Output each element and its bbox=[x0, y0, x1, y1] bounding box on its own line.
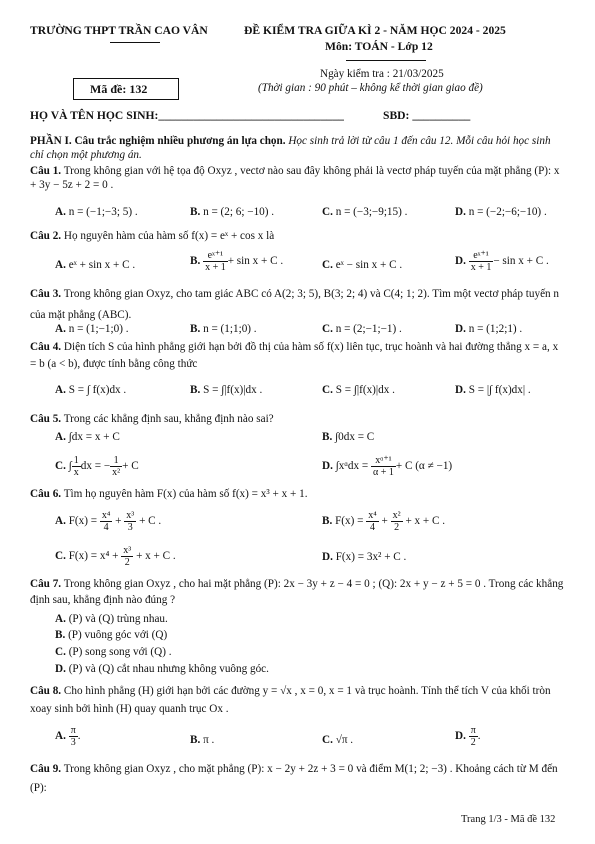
fraction: $\frac{\pi}{2}$ bbox=[470, 725, 476, 748]
question-label: Câu 5. bbox=[30, 413, 62, 425]
fraction: $\frac{\text{xᵅ⁺¹}}{\alpha + 1}$ bbox=[372, 455, 394, 478]
question-label: Câu 4. bbox=[30, 341, 62, 353]
question-label: Câu 2. bbox=[30, 230, 62, 242]
q1-option-d[interactable]: D. n = (−2;−6;−10) . bbox=[455, 206, 547, 218]
fraction: $\frac{\text{x²}}{2}$ bbox=[392, 510, 401, 533]
question-4 bbox=[30, 339, 565, 373]
question-6 bbox=[30, 487, 565, 501]
q4-option-a[interactable]: A. S = ∫ f(x)dx . bbox=[55, 384, 127, 396]
question-label: Câu 1. bbox=[30, 165, 62, 177]
fraction: $\frac{1}{x}$ bbox=[73, 455, 79, 478]
question-text: Trong không gian Oxyz , cho mặt phẳng (P): x − 2y + 2z + 3 = 0 và điểm M(1; 2; −3) . Khoảng cách từ M đến (P): bbox=[30, 763, 558, 795]
question-text: Diện tích S của hình phẳng giới hạn bởi đồ thị của hàm số f(x) liên tục, trục hoành và hai đường thẳng x = a, x = b (a < b), được tính bằng công thức bbox=[30, 341, 559, 370]
q7-option-a[interactable]: A. (P) và (Q) trùng nhau. bbox=[55, 613, 168, 625]
q1-option-a[interactable]: A. n = (−1;−3; 5) . bbox=[55, 206, 138, 218]
question-8 bbox=[30, 682, 565, 719]
q6-option-b[interactable]: B. F(x) = $\frac{\text{x⁴}}{4}$ + $\frac{\text{x²}}{2}$ + x + C . bbox=[322, 510, 446, 533]
question-text: Tìm họ nguyên hàm F(x) của hàm số f(x) = x³ + x + 1. bbox=[63, 488, 308, 500]
q3-option-b[interactable]: B. n = (1;1;0) . bbox=[190, 323, 257, 335]
fraction: $\frac{\text{x⁴}}{4}$ bbox=[368, 510, 377, 533]
fraction: $\frac{\text{eˣ⁺¹}}{x + 1}$ bbox=[205, 250, 226, 273]
q2-option-d[interactable]: D. $\frac{\text{eˣ⁺¹}}{x + 1}$ − sin x + C . bbox=[455, 250, 549, 273]
fraction: $\frac{\text{eˣ⁺¹}}{x + 1}$ bbox=[470, 250, 492, 273]
q5-option-b[interactable]: B. ∫0dx = C bbox=[322, 431, 375, 443]
time-note: (Thời gian : 90 phút – không kể thời gian giao đề) bbox=[258, 82, 483, 94]
q4-option-c[interactable]: C. S = ∫|f(x)|dx . bbox=[322, 384, 395, 396]
question-text: Họ nguyên hàm của hàm số f(x) = eˣ + cos x là bbox=[63, 230, 275, 242]
q1-option-c[interactable]: C. n = (−3;−9;15) . bbox=[322, 206, 408, 218]
question-text: Trong các khẳng định sau, khẳng định nào sai? bbox=[63, 413, 274, 425]
question-text: Cho hình phẳng (H) giới hạn bởi các đường y = √x , x = 0, x = 1 và trục hoành. Tính thể tích V của khối tròn xoay sinh bởi hình (H) quay quanh trục Ox . bbox=[30, 685, 551, 716]
question-1 bbox=[30, 164, 565, 192]
part1-heading bbox=[30, 134, 565, 162]
question-9 bbox=[30, 760, 565, 798]
question-label: Câu 6. bbox=[30, 488, 62, 500]
q6-option-a[interactable]: A. F(x) = $\frac{\text{x⁴}}{4}$ + $\frac{\text{x³}}{3}$ + C . bbox=[55, 510, 162, 533]
q7-option-c[interactable]: C. (P) song song với (Q) . bbox=[55, 646, 172, 658]
school-name: TRƯỜNG THPT TRẦN CAO VÂN bbox=[30, 24, 208, 37]
exam-code: Mã đề: 132 bbox=[90, 82, 148, 96]
question-text: Trong không gian Oxyz , cho hai mặt phẳng (P): 2x − 3y + z − 4 = 0 ; (Q): 2x + y − z + 5 = 0 . Trong các khẳng định sau, khẳng định nào đúng ? bbox=[30, 578, 564, 607]
student-name-field: HỌ VÀ TÊN HỌC SINH:________________________________ bbox=[30, 109, 344, 122]
part1-title: PHẦN I. Câu trắc nghiệm nhiều phương án lựa chọn. bbox=[30, 135, 286, 147]
q4-option-b[interactable]: B. S = ∫|f(x)|dx . bbox=[190, 384, 263, 396]
q2-option-a[interactable]: A. eˣ + sin x + C . bbox=[55, 259, 136, 271]
question-label: Câu 9. bbox=[30, 763, 62, 775]
fraction: $\frac{\text{x³}}{3}$ bbox=[126, 510, 135, 533]
q5-option-d[interactable]: D. ∫xᵅdx = $\frac{\text{xᵅ⁺¹}}{\alpha + 1}$ + C (α ≠ −1) bbox=[322, 455, 453, 478]
q6-option-c[interactable]: C. F(x) = x⁴ + $\frac{\text{x³}}{2}$ + x + C . bbox=[55, 545, 176, 568]
question-7 bbox=[30, 576, 565, 608]
q5-option-c[interactable]: C. ∫ $\frac{1}{x}$ dx = − $\frac{1}{\text{x²}}$ + C bbox=[55, 455, 139, 478]
q7-option-d[interactable]: D. (P) và (Q) cắt nhau nhưng không vuông góc. bbox=[55, 663, 269, 675]
q8-option-a[interactable]: A. $\frac{\pi}{3}$ . bbox=[55, 725, 81, 748]
q8-option-d[interactable]: D. $\frac{\pi}{2}$ . bbox=[455, 725, 481, 748]
question-text: Trong không gian với hệ tọa độ Oxyz , vectơ nào sau đây không phải là vectơ pháp tuyến của mặt phẳng (P): x + 3y − 5z + 2 = 0 . bbox=[30, 165, 560, 191]
q7-option-b[interactable]: B. (P) vuông góc với (Q) bbox=[55, 629, 168, 641]
q3-option-c[interactable]: C. n = (2;−1;−1) . bbox=[322, 323, 402, 335]
q2-option-c[interactable]: C. eˣ − sin x + C . bbox=[322, 259, 403, 271]
exam-title: ĐỀ KIỂM TRA GIỮA KÌ 2 - NĂM HỌC 2024 - 2025 bbox=[244, 24, 506, 37]
q6-option-d[interactable]: D. F(x) = 3x² + C . bbox=[322, 551, 407, 563]
question-2 bbox=[30, 229, 565, 243]
q4-option-d[interactable]: D. S = |∫ f(x)dx| . bbox=[455, 384, 531, 396]
question-label: Câu 8. bbox=[30, 685, 62, 697]
school-underline bbox=[110, 42, 160, 43]
subject-line: Môn: TOÁN - Lớp 12 bbox=[325, 40, 433, 53]
question-5 bbox=[30, 412, 565, 426]
q3-option-d[interactable]: D. n = (1;2;1) . bbox=[455, 323, 523, 335]
q5-option-a[interactable]: A. ∫dx = x + C bbox=[55, 431, 120, 443]
exam-code-box bbox=[73, 78, 179, 100]
q2-option-b[interactable]: B. $\frac{\text{eˣ⁺¹}}{x + 1}$ + sin x + C . bbox=[190, 250, 284, 273]
fraction: $\frac{1}{\text{x²}}$ bbox=[112, 455, 121, 478]
question-text: Trong không gian Oxyz, cho tam giác ABC có A(2; 3; 5), B(3; 2; 4) và C(4; 1; 2). Tìm một vectơ pháp tuyến n của mặt phẳng (ABC). bbox=[30, 288, 560, 322]
exam-date: Ngày kiểm tra : 21/03/2025 bbox=[320, 68, 444, 80]
q1-option-b[interactable]: B. n = (2; 6; −10) . bbox=[190, 206, 275, 218]
fraction: $\frac{\pi}{3}$ bbox=[70, 725, 76, 748]
subject-underline bbox=[346, 60, 426, 61]
fraction: $\frac{\text{x³}}{2}$ bbox=[123, 545, 132, 568]
q8-option-c[interactable]: C. √π . bbox=[322, 734, 354, 746]
question-3 bbox=[30, 284, 565, 327]
fraction: $\frac{\text{x⁴}}{4}$ bbox=[101, 510, 111, 533]
q3-option-a[interactable]: A. n = (1;−1;0) . bbox=[55, 323, 129, 335]
page-footer: Trang 1/3 - Mã đề 132 bbox=[461, 814, 556, 825]
question-label: Câu 3. bbox=[30, 288, 62, 300]
q8-option-b[interactable]: B. π . bbox=[190, 734, 215, 746]
question-label: Câu 7. bbox=[30, 578, 62, 590]
sbd-field: SBD: __________ bbox=[383, 109, 471, 122]
part1-instruction: Học sinh trả lời từ câu 1 đến câu 12. Mỗi câu hỏi học sinh chỉ chọn một phương án. bbox=[30, 135, 551, 161]
